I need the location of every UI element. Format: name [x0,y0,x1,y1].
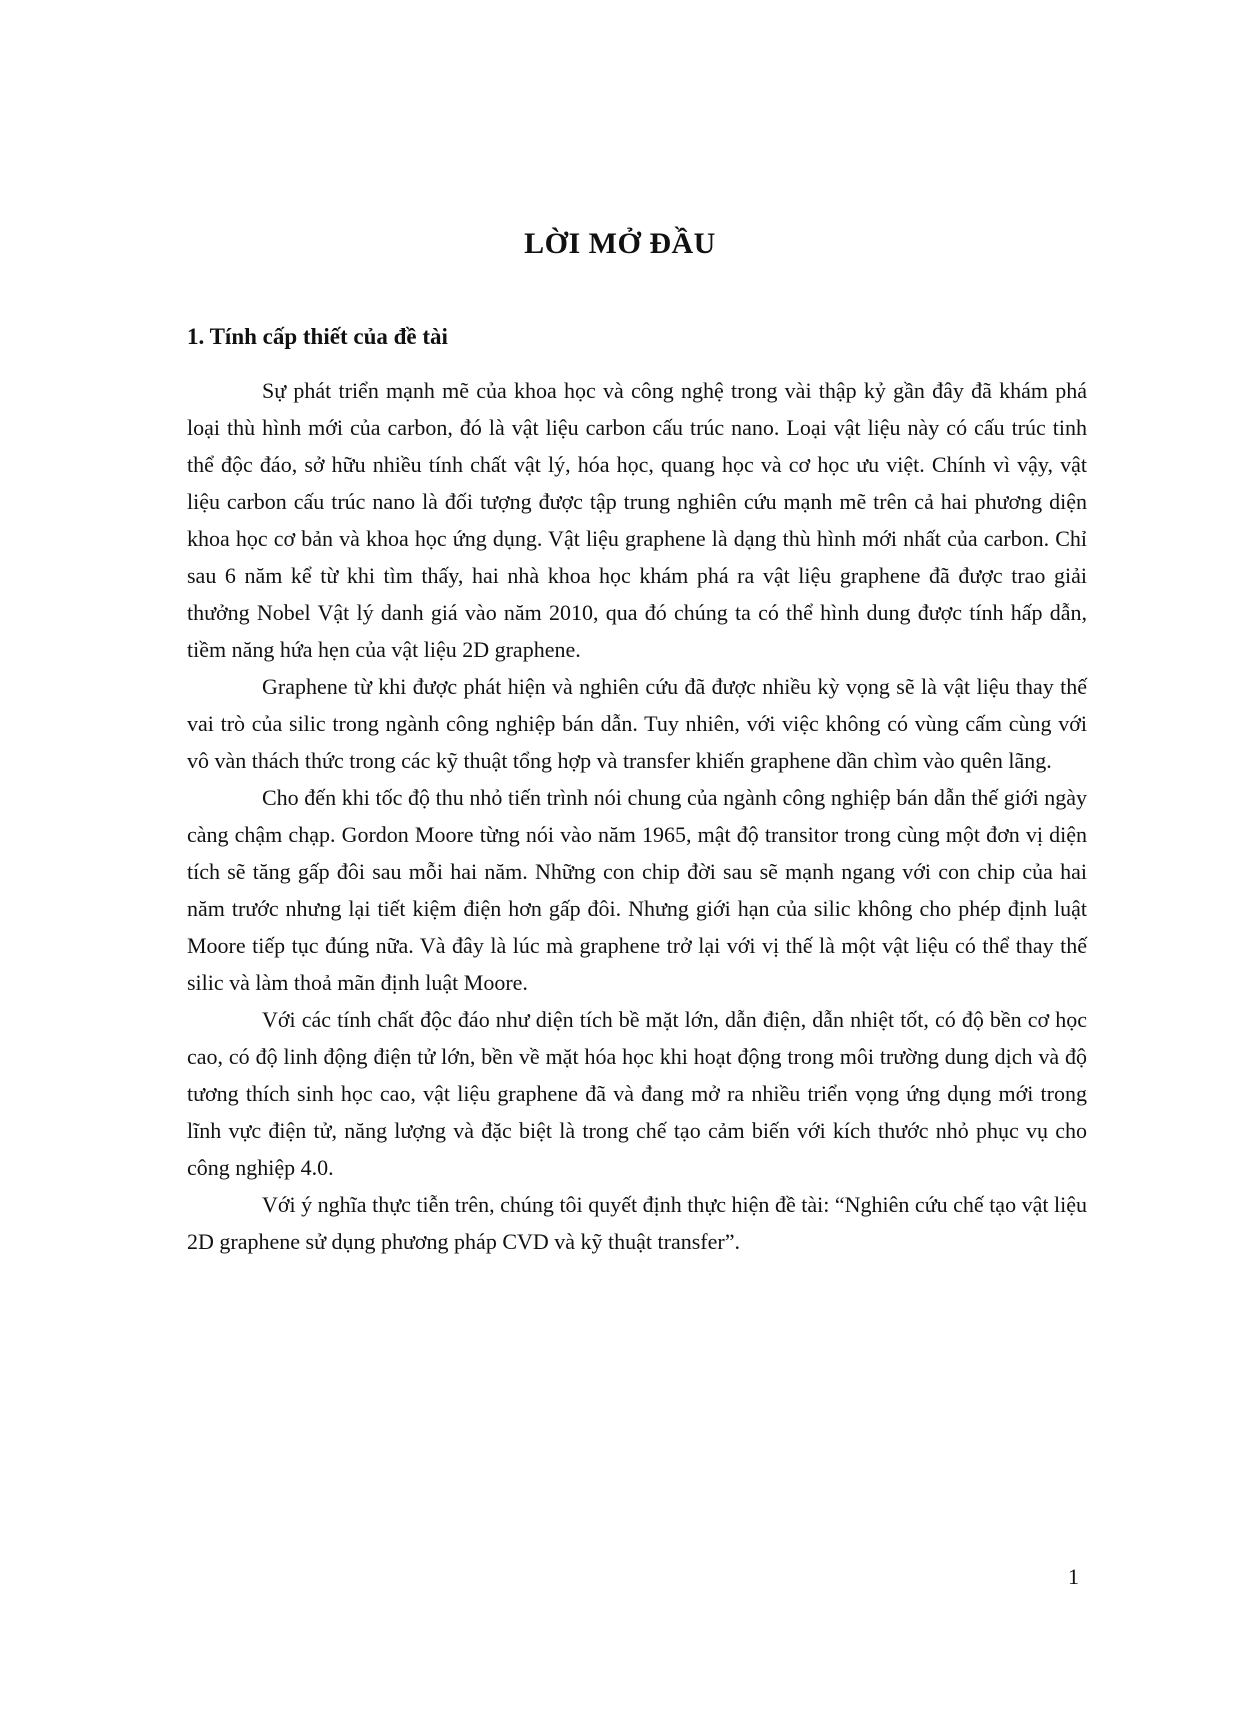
paragraph-5: Với ý nghĩa thực tiễn trên, chúng tôi quyết định thực hiện đề tài: “Nghiên cứu chế tạo vật liệu 2D graphene sử dụng phương pháp CVD và kỹ thuật transfer”. [187,1192,1087,1254]
paragraph-4: Với các tính chất độc đáo như diện tích bề mặt lớn, dẫn điện, dẫn nhiệt tốt, có độ bền cơ học cao, có độ linh động điện tử lớn, bền về mặt hóa học khi hoạt động trong môi trường dung dịch và độ tương thích sinh học cao, vật liệu graphene đã và đang mở ra nhiều triển vọng ứng dụng mới trong lĩnh vực điện tử, năng lượng và đặc biệt là trong chế tạo cảm biến với kích thước nhỏ phục vụ cho công nghiệp 4.0. [187,1007,1087,1180]
paragraph-1: Sự phát triển mạnh mẽ của khoa học và công nghệ trong vài thập kỷ gần đây đã khám phá loại thù hình mới của carbon, đó là vật liệu carbon cấu trúc nano. Loại vật liệu này có cấu trúc tinh thể độc đáo, sở hữu nhiều tính chất vật lý, hóa học, quang học và cơ học ưu việt. Chính vì vậy, vật liệu carbon cấu trúc nano là đối tượng được tập trung nghiên cứu mạnh mẽ trên cả hai phương diện khoa học cơ bản và khoa học ứng dụng. Vật liệu graphene là dạng thù hình mới nhất của carbon. Chỉ sau 6 năm kể từ khi tìm thấy, hai nhà khoa học khám phá ra vật liệu graphene đã được trao giải thưởng Nobel Vật lý danh giá vào năm 2010, qua đó chúng ta có thể hình dung được tính hấp dẫn, tiềm năng hứa hẹn của vật liệu 2D graphene. [187,378,1087,662]
paragraph-3: Cho đến khi tốc độ thu nhỏ tiến trình nói chung của ngành công nghiệp bán dẫn thế giới ngày càng chậm chạp. Gordon Moore từng nói vào năm 1965, mật độ transitor trong cùng một đơn vị diện tích sẽ tăng gấp đôi sau mỗi hai năm. Những con chip đời sau sẽ mạnh ngang với con chip của hai năm trước nhưng lại tiết kiệm điện hơn gấp đôi. Nhưng giới hạn của silic không cho phép định luật Moore tiếp tục đúng nữa. Và đây là lúc mà graphene trở lại với vị thế là một vật liệu có thể thay thế silic và làm thoả mãn định luật Moore. [187,785,1087,995]
body-text [187,372,1087,1260]
page-title: LỜI MỞ ĐẦU [524,227,716,260]
paragraph-2: Graphene từ khi được phát hiện và nghiên cứu đã được nhiều kỳ vọng sẽ là vật liệu thay thế vai trò của silic trong ngành công nghiệp bán dẫn. Tuy nhiên, với việc không có vùng cấm cùng với vô vàn thách thức trong các kỹ thuật tổng hợp và transfer khiến graphene dần chìm vào quên lãng. [187,674,1087,773]
page-number: 1 [1068,1564,1079,1589]
section-heading: 1. Tính cấp thiết của đề tài [187,324,448,349]
